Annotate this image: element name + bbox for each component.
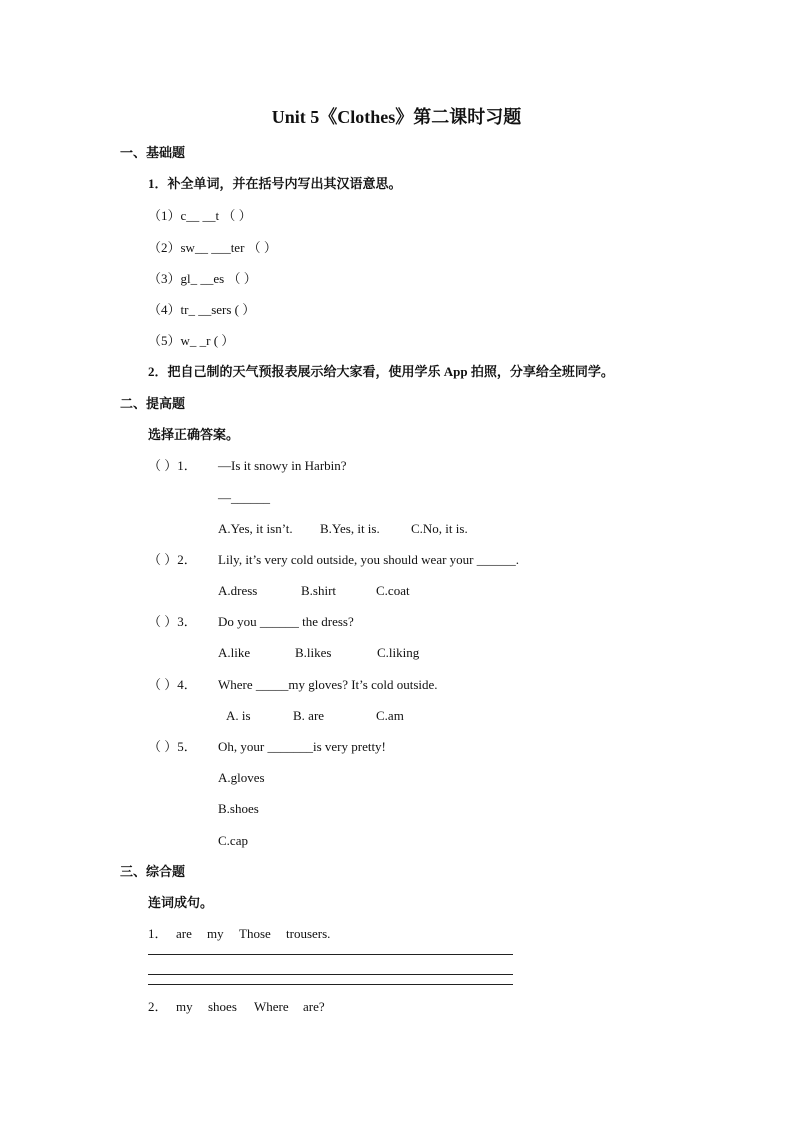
mcq-3-text: Do you ______ the dress?: [218, 614, 354, 629]
word-item-1: （1）c__ __t （ ）: [148, 208, 252, 223]
mcq-3-prefix: （ ）3．: [148, 614, 197, 629]
mcq-1-option-c: C.No, it is.: [411, 521, 468, 536]
mcq-4-option-a: A. is: [226, 708, 251, 723]
word-item-5: （5）w_ _r ( ）: [148, 333, 235, 348]
section-1-heading: 一、基础题: [120, 145, 186, 160]
word-item-2: （2）sw__ ___ter （ ）: [148, 240, 277, 255]
section-2-instruction: 选择正确答案。: [148, 427, 240, 442]
sentence-1-number: 1．: [148, 926, 168, 941]
mcq-3-option-a: A.like: [218, 645, 251, 660]
section-3-heading: 三、综合题: [120, 864, 186, 879]
mcq-5-option-a: A.gloves: [218, 770, 265, 785]
sentence-1-word: are: [176, 926, 192, 941]
sentence-1-word: Those: [239, 926, 271, 941]
mcq-2-prefix: （ ）2．: [148, 552, 197, 567]
sentence-2-word: are?: [303, 999, 325, 1014]
word-item-4: （4）tr_ __sers ( ）: [148, 302, 256, 317]
sentence-2-word: Where: [254, 999, 289, 1014]
sentence-2-number: 2．: [148, 999, 168, 1014]
mcq-1-option-a: A.Yes, it isn’t.: [218, 521, 293, 536]
sentence-1-word: my: [207, 926, 224, 941]
mcq-3-option-c: C.liking: [377, 645, 420, 660]
mcq-2-text: Lily, it’s very cold outside, you should wear your ______.: [218, 552, 520, 567]
mcq-1-prefix: （ ）1．: [148, 458, 197, 473]
sentence-2-word: shoes: [208, 999, 237, 1014]
writing-line: [148, 954, 513, 955]
mcq-5-option-b: B.shoes: [218, 801, 259, 816]
mcq-4-option-c: C.am: [376, 708, 404, 723]
writing-line: [148, 984, 513, 985]
mcq-2-option-a: A.dress: [218, 583, 258, 598]
section-3-instruction: 连词成句。: [148, 895, 214, 910]
word-item-3: （3）gl_ __es （ ）: [148, 271, 257, 286]
mcq-4-option-b: B. are: [293, 708, 325, 723]
mcq-2-option-c: C.coat: [376, 583, 410, 598]
sentence-1-word: trousers.: [286, 926, 331, 941]
q1-instruction: 1．补全单词，并在括号内写出其汉语意思。: [148, 176, 402, 191]
sentence-2-word: my: [176, 999, 193, 1014]
section-2-heading: 二、提高题: [120, 396, 186, 411]
mcq-5-text: Oh, your _______is very pretty!: [218, 739, 386, 754]
q2-text: 2．把自己制的天气预报表展示给大家看，使用学乐 App 拍照，分享给全班同学。: [148, 364, 614, 379]
mcq-4-prefix: （ ）4．: [148, 677, 197, 692]
mcq-1-text: —Is it snowy in Harbin?: [218, 458, 347, 473]
mcq-1-answer-line: —______: [218, 490, 270, 505]
writing-line: [148, 974, 513, 975]
mcq-5-option-c: C.cap: [218, 833, 248, 848]
mcq-1-option-b: B.Yes, it is.: [320, 521, 380, 536]
mcq-5-prefix: （ ）5．: [148, 739, 197, 754]
mcq-2-option-b: B.shirt: [301, 583, 337, 598]
mcq-3-option-b: B.likes: [295, 645, 332, 660]
mcq-4-text: Where _____my gloves? It’s cold outside.: [218, 677, 438, 692]
page-title: Unit 5《Clothes》第二课时习题: [271, 107, 522, 127]
